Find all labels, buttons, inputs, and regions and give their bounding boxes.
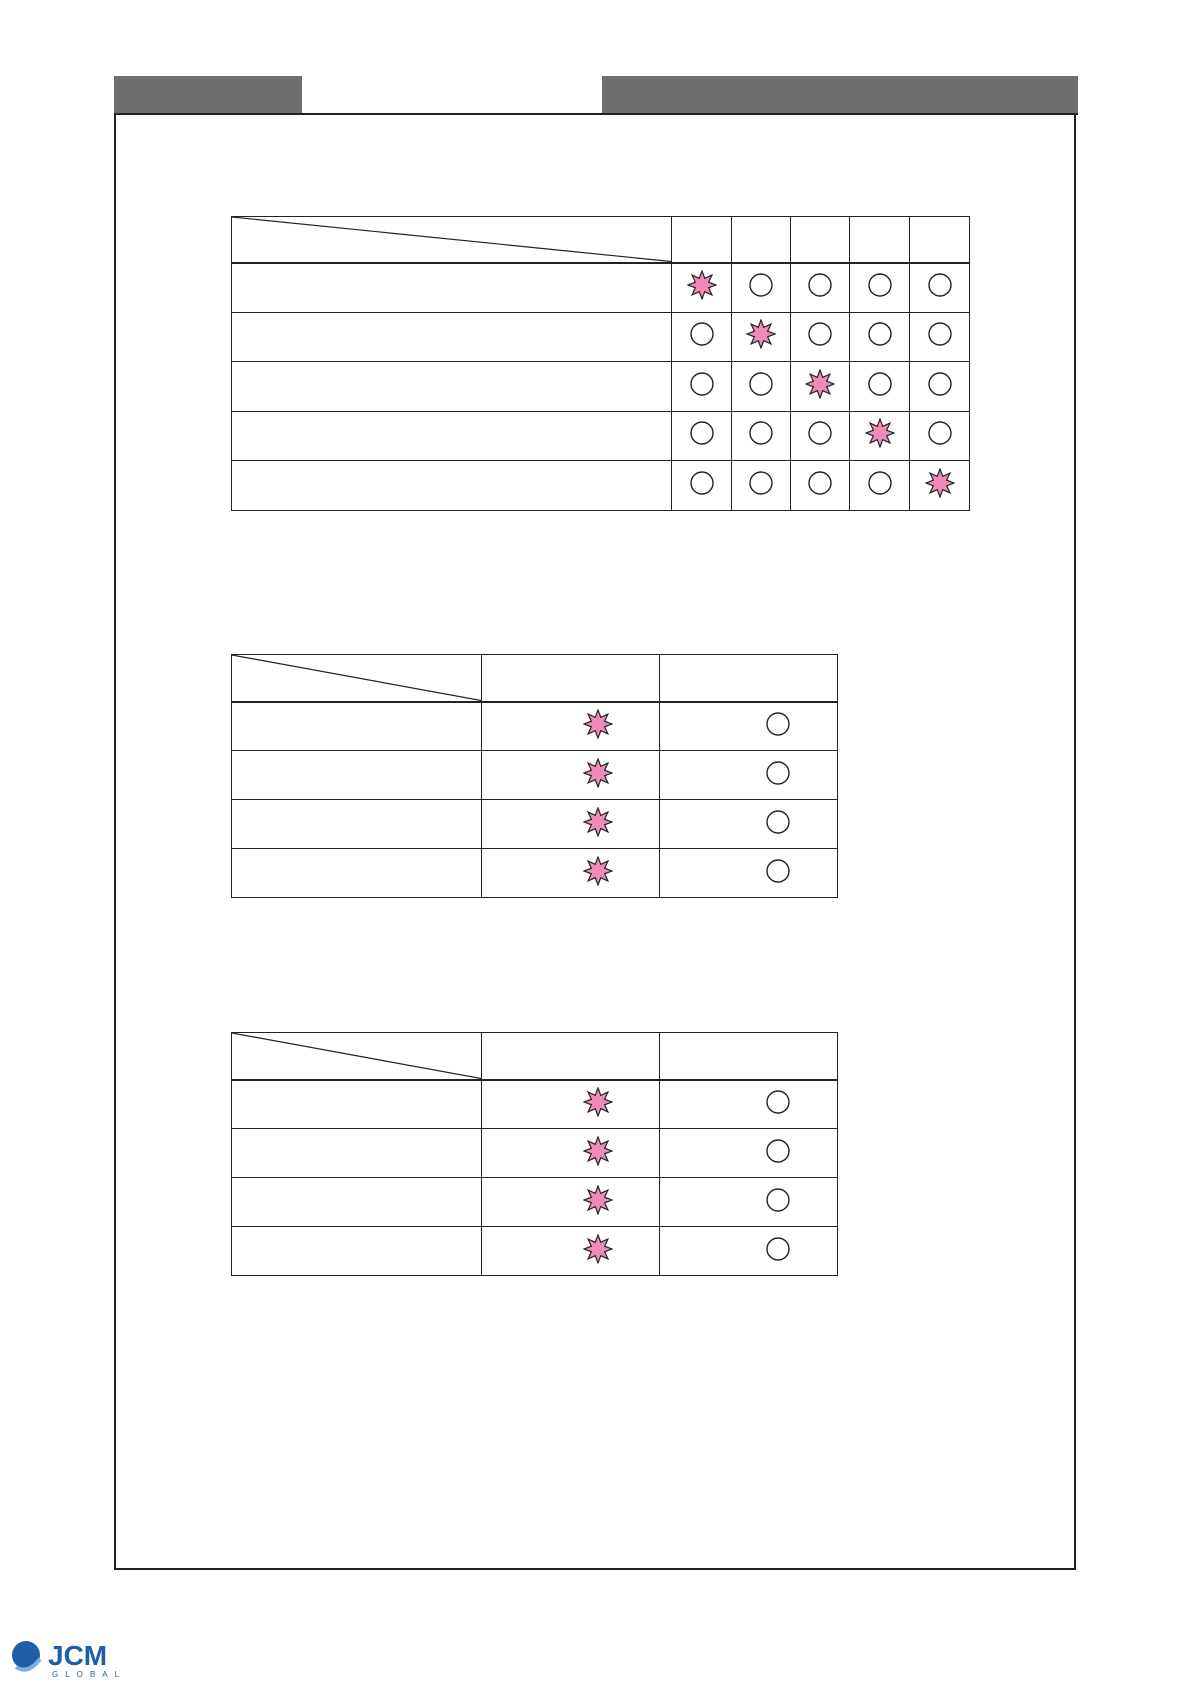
table-row: [232, 312, 970, 362]
mark-cell: [660, 1129, 838, 1178]
empty-circle-icon: [748, 272, 774, 303]
empty-circle-icon: [765, 1187, 791, 1218]
mark-cell: [672, 461, 732, 511]
diagonal-header-cell: [232, 1033, 482, 1080]
svg-text:JCM: JCM: [48, 1640, 108, 1671]
empty-circle-icon: [765, 1089, 791, 1120]
row-label: [232, 751, 482, 800]
column-header: [660, 655, 838, 702]
mark-cell: [482, 1178, 660, 1227]
row-label: [232, 263, 672, 313]
mark-cell: [672, 362, 732, 412]
empty-circle-icon: [807, 470, 833, 501]
star-burst-icon: [865, 418, 895, 453]
mark-cell: [910, 263, 970, 313]
compatibility-table-2: [231, 654, 838, 898]
mark-cell: [850, 411, 910, 461]
row-label: [232, 702, 482, 751]
mark-cell: [850, 312, 910, 362]
mark-cell: [791, 263, 850, 313]
mark-cell: [482, 800, 660, 849]
row-label: [232, 1129, 482, 1178]
mark-cell: [660, 800, 838, 849]
mark-cell: [850, 263, 910, 313]
mark-cell: [660, 751, 838, 800]
star-burst-icon: [583, 1087, 613, 1122]
mark-cell: [482, 849, 660, 898]
empty-circle-icon: [765, 711, 791, 742]
row-label: [232, 362, 672, 412]
table-row: [232, 800, 838, 849]
empty-circle-icon: [807, 272, 833, 303]
column-header: [791, 217, 850, 263]
empty-circle-icon: [927, 321, 953, 352]
empty-circle-icon: [689, 321, 715, 352]
empty-circle-icon: [927, 371, 953, 402]
mark-cell: [660, 1227, 838, 1276]
empty-circle-icon: [689, 420, 715, 451]
column-header: [910, 217, 970, 263]
column-header: [732, 217, 791, 263]
table-header-row: [232, 217, 970, 263]
svg-text:GLOBAL: GLOBAL: [52, 1670, 127, 1679]
empty-circle-icon: [748, 371, 774, 402]
row-label: [232, 1227, 482, 1276]
mark-cell: [791, 461, 850, 511]
column-header: [660, 1033, 838, 1080]
empty-circle-icon: [765, 858, 791, 889]
row-label: [232, 461, 672, 511]
empty-circle-icon: [867, 470, 893, 501]
table-row: [232, 411, 970, 461]
row-label: [232, 800, 482, 849]
empty-circle-icon: [748, 470, 774, 501]
mark-cell: [672, 312, 732, 362]
header-bar-left: [114, 76, 302, 114]
row-label: [232, 1080, 482, 1129]
mark-cell: [732, 362, 791, 412]
mark-cell: [910, 461, 970, 511]
compatibility-table-3: [231, 1032, 838, 1276]
header-bar-right: [602, 76, 1078, 114]
row-label: [232, 849, 482, 898]
empty-circle-icon: [807, 321, 833, 352]
table-row: [232, 849, 838, 898]
mark-cell: [910, 362, 970, 412]
table-row: [232, 263, 970, 313]
mark-cell: [732, 312, 791, 362]
table-row: [232, 702, 838, 751]
mark-cell: [660, 1178, 838, 1227]
header-title-tab: [302, 76, 602, 114]
table-row: [232, 362, 970, 412]
star-burst-icon: [583, 709, 613, 744]
star-burst-icon: [925, 468, 955, 503]
diagonal-header-cell: [232, 655, 482, 702]
column-header: [850, 217, 910, 263]
star-burst-icon: [687, 270, 717, 305]
mark-cell: [850, 461, 910, 511]
table-row: [232, 751, 838, 800]
jcm-global-logo: [6, 1637, 134, 1679]
mark-cell: [850, 362, 910, 412]
compatibility-table-1: [231, 216, 970, 511]
table-header-row: [232, 655, 838, 702]
row-label: [232, 1178, 482, 1227]
mark-cell: [482, 751, 660, 800]
mark-cell: [732, 263, 791, 313]
star-burst-icon: [746, 319, 776, 354]
empty-circle-icon: [765, 1138, 791, 1169]
star-burst-icon: [583, 807, 613, 842]
table-row: [232, 1129, 838, 1178]
empty-circle-icon: [867, 272, 893, 303]
table-header-row: [232, 1033, 838, 1080]
mark-cell: [910, 312, 970, 362]
empty-circle-icon: [867, 321, 893, 352]
star-burst-icon: [583, 1234, 613, 1269]
mark-cell: [791, 362, 850, 412]
column-header: [482, 655, 660, 702]
mark-cell: [791, 411, 850, 461]
empty-circle-icon: [927, 272, 953, 303]
empty-circle-icon: [748, 420, 774, 451]
table-row: [232, 461, 970, 511]
table-row: [232, 1227, 838, 1276]
mark-cell: [482, 1227, 660, 1276]
table-row: [232, 1080, 838, 1129]
table-row: [232, 1178, 838, 1227]
star-burst-icon: [805, 369, 835, 404]
empty-circle-icon: [807, 420, 833, 451]
column-header: [482, 1033, 660, 1080]
diagonal-header-cell: [232, 217, 672, 263]
empty-circle-icon: [927, 420, 953, 451]
mark-cell: [672, 411, 732, 461]
mark-cell: [660, 1080, 838, 1129]
star-burst-icon: [583, 856, 613, 891]
mark-cell: [910, 411, 970, 461]
empty-circle-icon: [765, 760, 791, 791]
mark-cell: [482, 1129, 660, 1178]
empty-circle-icon: [689, 470, 715, 501]
row-label: [232, 411, 672, 461]
mark-cell: [672, 263, 732, 313]
star-burst-icon: [583, 1185, 613, 1220]
mark-cell: [482, 702, 660, 751]
mark-cell: [732, 461, 791, 511]
mark-cell: [482, 1080, 660, 1129]
empty-circle-icon: [765, 1236, 791, 1267]
mark-cell: [660, 702, 838, 751]
empty-circle-icon: [867, 371, 893, 402]
row-label: [232, 312, 672, 362]
empty-circle-icon: [765, 809, 791, 840]
star-burst-icon: [583, 1136, 613, 1171]
star-burst-icon: [583, 758, 613, 793]
empty-circle-icon: [689, 371, 715, 402]
mark-cell: [791, 312, 850, 362]
mark-cell: [732, 411, 791, 461]
mark-cell: [660, 849, 838, 898]
column-header: [672, 217, 732, 263]
